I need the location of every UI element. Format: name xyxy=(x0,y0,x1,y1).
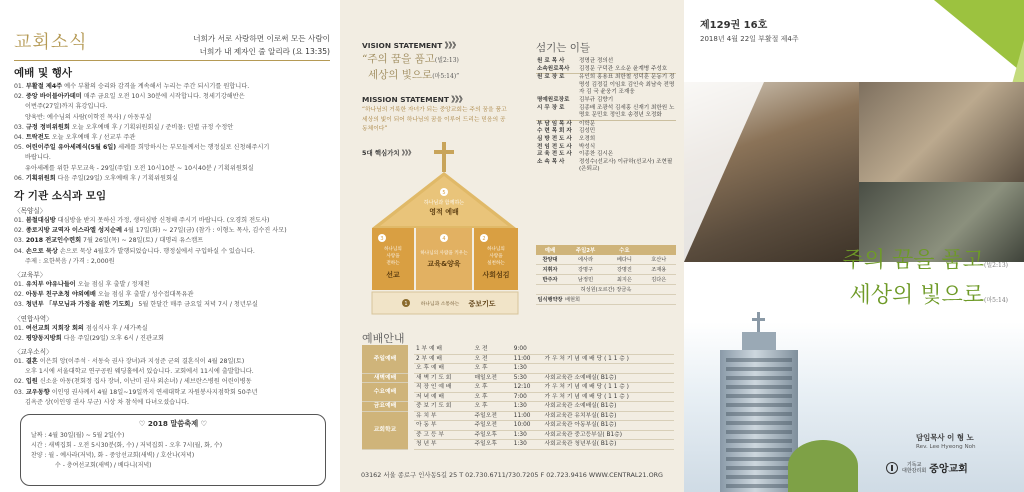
item-text: 오늘 점심 후 출발 / 성수접대목유관 xyxy=(95,291,194,299)
duty-cell: 반주자 xyxy=(536,275,564,285)
staff-row xyxy=(536,159,676,174)
worship-category: 주일예배 xyxy=(362,345,408,373)
worship-cell: 오 후 xyxy=(473,402,512,412)
item-title: 기획위원회 xyxy=(25,174,56,182)
item-title: 교우동향 xyxy=(25,388,50,396)
staff-title: 섬기는 이들 xyxy=(536,42,591,54)
item-text: 다음 주일(29일) 오후 6시 / 진관교회 xyxy=(61,334,164,342)
item-number: 02. xyxy=(14,291,24,299)
item-text: 오늘 점심 후 출발 / 정재천 xyxy=(75,281,150,289)
duty-cell: 남정민 xyxy=(564,275,607,285)
list-item-continued: 김옥준 상(이인영 권사 부군) 시상 차 참석에 다녀오셨습니다. xyxy=(25,398,190,406)
item-text: 예수 부활의 승리와 감격을 계속해서 누리는 주간 되시기를 원합니다. xyxy=(62,83,250,90)
list-item xyxy=(14,357,330,367)
cover-panel xyxy=(684,0,1024,492)
worship-cell: 주일오후 xyxy=(473,430,512,440)
staff-names: 김정문 구덕관 오소운 윤계병 주성호 xyxy=(579,65,668,72)
item-text: 이인영 권사께서 4월 18일~19일까지 연세대학교 자원봉사지점학회 50주년 xyxy=(49,388,258,396)
mission-text: “하나님의 거룩한 자녀가 되는 중앙교회는 주의 꿈을 품고 세상의 빛이 되어 하나님의 꿈을 이루어 드리는 믿음의 공동체이다” xyxy=(362,107,507,132)
worship-cell: 1 부 예 배 xyxy=(414,345,473,354)
church-title: 중앙교회 xyxy=(929,464,968,475)
item-text: 7월 26일(목) ~ 28일(토) / 대명리 유스캠프 xyxy=(81,237,204,245)
news-header xyxy=(14,6,330,56)
item-text: 점심식사 후 / 새가족실 xyxy=(83,324,148,332)
staff-role: 원 로 장 로 xyxy=(536,74,578,97)
photo-choir xyxy=(859,82,1024,182)
duty-header: 주일2부 xyxy=(564,245,607,255)
list-item xyxy=(14,290,330,300)
value-sub: 하나님의 xyxy=(384,247,402,252)
list-item xyxy=(14,216,330,226)
value-number: 4 xyxy=(442,236,446,242)
worship-cell: 오 후 xyxy=(473,392,512,402)
worship-cell: 새 벽 기 도 회 xyxy=(414,373,473,383)
denomination-line: 기독교 xyxy=(906,461,922,468)
item-title: 규정 정비위원회 xyxy=(25,123,70,131)
item-number: 02. xyxy=(14,334,24,342)
worship-cell: 사회교육관 소예배실( B1층) xyxy=(543,402,674,412)
list-item xyxy=(14,388,330,398)
value-sub: 하나님과 함께하는 xyxy=(423,200,465,206)
duty-header: 수요 xyxy=(607,245,641,255)
congregation-photo-collage xyxy=(684,82,1024,262)
vision-ref: (마5:14)” xyxy=(432,73,460,80)
denomination xyxy=(902,462,926,474)
festival-title: ♡ 2018 말씀축제 ♡ xyxy=(138,419,208,428)
worship-cell: 중 고 등 부 xyxy=(414,430,473,440)
worship-cell: 1:30 xyxy=(512,364,543,374)
list-item xyxy=(14,123,330,133)
item-text: 5월 한달간 매주 금요일 저녁 7시 / 청년부실 xyxy=(136,301,258,309)
news-title: 교회소식 xyxy=(14,32,88,53)
item-title: 트락전도 xyxy=(25,134,50,142)
list-item xyxy=(14,236,330,246)
staff-names: 이학문 xyxy=(578,120,676,128)
list-item xyxy=(14,324,330,334)
duty-cell: 임식행약장 xyxy=(536,295,564,305)
item-title: 봄철대심방 xyxy=(25,217,56,225)
duty-cell: 호산나 xyxy=(642,255,676,265)
verse-line: 너희가 서로 사랑하면 이로써 모든 사람이 xyxy=(193,34,330,43)
item-title: 부활절 제4주 xyxy=(25,83,63,90)
photo-mask xyxy=(684,82,764,262)
worship-cell: 사회교육관 소예배실( B1층) xyxy=(543,373,674,383)
staff-row xyxy=(536,128,676,136)
cover-quote xyxy=(778,246,1008,316)
worship-cell xyxy=(543,364,674,374)
worship-cell: 오 후 xyxy=(473,383,512,393)
mission-label: MISSION STATEMENT 》》》 xyxy=(362,95,467,104)
item-title: 아동부 친구초청 야외예배 xyxy=(25,291,96,299)
value-title: 사회섬김 xyxy=(482,271,510,279)
staff-role: 시 무 장 로 xyxy=(537,104,565,111)
duty-cell: 최지은 xyxy=(607,275,641,285)
item-number: 01. xyxy=(14,217,24,225)
worship-title: 예배안내 xyxy=(362,332,405,345)
staff-names: 정명균 정의선 xyxy=(579,58,614,64)
item-number: 03. xyxy=(14,388,24,396)
staff-role: 원 로 목 사 xyxy=(537,58,565,64)
worship-cell: 직 장 인 예 배 xyxy=(414,383,473,393)
duty-cell: 배현희 xyxy=(564,295,676,305)
list-item-continued: 주제 : 요한복음 / 가격 : 2,000원 xyxy=(25,257,115,265)
events-list xyxy=(14,82,330,184)
value-sub: 하나님의 사람을 키우는 xyxy=(420,251,468,256)
news-panel xyxy=(0,0,340,492)
duty-header xyxy=(642,245,676,255)
duty-row xyxy=(536,265,676,275)
value-sub: 하나님과 소통하는 xyxy=(420,302,460,307)
duty-row xyxy=(536,275,676,285)
core-values-church-diagram xyxy=(370,142,520,320)
staff-role: 심 방 전 도 사 xyxy=(537,135,572,142)
worship-cell: 중 보 기 도 회 xyxy=(414,402,473,412)
worship-cell: 저 녁 예 배 xyxy=(414,392,473,402)
item-title: 입원 xyxy=(25,378,38,386)
item-number: 01. xyxy=(14,83,24,90)
worship-cell: 사회교육관 청년부실( B1층) xyxy=(543,440,674,450)
worship-cell: 오 전 xyxy=(473,354,512,364)
divider xyxy=(14,60,330,61)
pastor-name: 담임목사 이 형 노 xyxy=(916,433,974,442)
staff-names: 김부규 김향기 xyxy=(579,96,614,103)
item-title: 손으로 묵상 xyxy=(25,247,58,255)
duty-row xyxy=(536,255,676,265)
item-text: 대심방을 받지 못하신 가정, 생터심방 신청해 주시기 바랍니다. (오경희 전도사) xyxy=(55,217,270,225)
list-item xyxy=(14,377,330,387)
item-number: 02. xyxy=(14,227,24,235)
staff-role: 소속원로목사 xyxy=(537,65,570,72)
staff-names: 김성민 xyxy=(579,128,596,135)
item-title: 2018 전교인수련회 xyxy=(25,237,82,245)
value-sub: 실천하는 xyxy=(487,261,505,266)
list-item xyxy=(14,247,330,257)
vision-panel xyxy=(340,0,684,492)
core-values-label: 5대 핵심가치 》》》 xyxy=(362,149,415,157)
staff-names: 이종찬 김시온 xyxy=(579,151,614,158)
item-text: 오늘 오후예배 후 / 선교부 주관 xyxy=(49,134,136,142)
denomination-line: 대한감리회 xyxy=(902,467,927,474)
staff-row xyxy=(536,66,676,74)
list-item-continued: 이번주(27일)까지 휴강입니다. xyxy=(25,103,108,111)
item-number: 01. xyxy=(14,324,24,332)
worship-category: 새벽예배 xyxy=(362,373,408,383)
worship-cell: 1:30 xyxy=(512,402,543,412)
worship-cell: 오 후 예 배 xyxy=(414,364,473,374)
worship-cell: 9:00 xyxy=(512,345,543,354)
worship-cell: 유 치 부 xyxy=(414,411,473,421)
list-item xyxy=(14,174,330,184)
list-item-continued: 양육반: 예수님의 사람(이학진 목사) / 아동부실 xyxy=(25,113,152,121)
worship-cell: 11:00 xyxy=(512,354,543,364)
staff-role: 교 육 전 도 사 xyxy=(537,151,572,158)
duty-cell: 강명구 xyxy=(564,265,607,275)
worship-row xyxy=(362,383,674,393)
worship-row xyxy=(362,373,674,383)
value-number: 2 xyxy=(482,236,486,242)
news-verse xyxy=(193,32,330,58)
staff-role: 수 련 목 회 자 xyxy=(537,128,572,135)
staff-row xyxy=(536,151,676,159)
staff-row xyxy=(536,144,676,152)
value-number: 5 xyxy=(442,190,446,196)
staff-row xyxy=(536,74,676,97)
value-title: 중보기도 xyxy=(468,300,496,308)
duty-header-row xyxy=(536,245,676,255)
vision-line: “주의 꿈을 품고 xyxy=(362,53,435,65)
pastor-name-en: Rev. Lee Hyeong Noh xyxy=(916,444,976,450)
item-number: 04. xyxy=(14,247,24,255)
cross-icon xyxy=(442,142,446,172)
staff-row xyxy=(536,105,676,121)
festival-box xyxy=(20,414,326,486)
vision-quote xyxy=(362,52,459,84)
list-item-continued: 바랍니다. xyxy=(25,154,51,162)
list-item xyxy=(14,334,330,344)
value-sub: 사랑을 xyxy=(386,254,400,259)
worship-row xyxy=(362,345,674,354)
list-item xyxy=(14,226,330,236)
item-title: 청년부 「부모님과 가정을 위한 기도회」 xyxy=(25,301,137,309)
duty-row xyxy=(536,295,676,305)
church-logo-icon xyxy=(886,462,898,474)
worship-cell: 주일오후 xyxy=(473,440,512,450)
building-top xyxy=(742,332,776,352)
value-title: 선교 xyxy=(386,271,400,279)
worship-cell: 10:00 xyxy=(512,421,543,431)
vision-ref: (빌2:13) xyxy=(434,57,459,64)
church-building xyxy=(720,350,798,492)
quote-ref: (빌2:13) xyxy=(984,262,1008,269)
staff-names: 박성식 xyxy=(579,143,596,150)
footer-address: 03162 서울 종로구 인사동5길 25 T 02.730.6711/730.7205 F 02.723.9416 WWW.CENTRAL21.ORG xyxy=(360,471,664,479)
value-sub: 사랑을 xyxy=(489,254,503,259)
worship-row xyxy=(362,411,674,421)
worship-cell: 2 부 예 배 xyxy=(414,354,473,364)
worship-cell: 사회교육관 아동부실( B1층) xyxy=(543,421,674,431)
item-title: 어린이주일 유아세례식(5월 6일) xyxy=(25,144,117,152)
worship-cell: 사회교육관 유치부실( B1층) xyxy=(543,411,674,421)
list-item xyxy=(14,133,330,143)
worship-cell: 매일오전 xyxy=(473,373,512,383)
list-item xyxy=(14,92,330,102)
item-number: 05. xyxy=(14,144,24,152)
list-item-continued: 유아세례를 위한 부모교육 - 29일(주일) 오전 10시10분 ~ 10시40분 / 기획위원회실 xyxy=(25,164,254,172)
worship-row xyxy=(362,402,674,412)
worship-category: 교회학교 xyxy=(362,411,408,449)
item-text: 오늘 오후예배 후 / 기획위원회실 / 준비물: 틴별 규정 수정안 xyxy=(69,123,234,131)
worship-cell: 1:30 xyxy=(512,440,543,450)
staff-role: 소 속 목 사 xyxy=(537,158,565,165)
staff-row xyxy=(536,136,676,144)
duty-cell: 에사라 xyxy=(564,255,607,265)
worship-cell: 12:10 xyxy=(512,383,543,393)
vision-line: 세상의 빛으로 xyxy=(368,69,433,81)
list-item xyxy=(14,143,330,153)
item-number: 03. xyxy=(14,237,24,245)
festival-line: 시간 : 새벽집회 - 오전 5시30분(화, 수) / 저녁집회 - 오후 7시(월, 화, 수) xyxy=(31,442,223,449)
staff-role: 전 임 전 도 사 xyxy=(537,143,572,150)
tree xyxy=(788,440,858,492)
item-title: 평양동지방회 xyxy=(25,334,62,342)
item-number: 03. xyxy=(14,123,24,131)
group-heading: 〈교육부〉 xyxy=(14,271,47,280)
worship-category: 금요예배 xyxy=(362,402,408,412)
worship-cell: 사회교육관 중고등부실( B1층) xyxy=(543,430,674,440)
duty-extra: 허성원(오르간) 장금옥 xyxy=(536,285,676,295)
issue-number: 제129권 16호 xyxy=(700,20,768,31)
festival-line: 날짜 : 4월 30일(월) ~ 5월 2일(수) xyxy=(31,432,125,439)
item-number: 04. xyxy=(14,134,24,142)
duty-header: 예배 xyxy=(536,245,564,255)
staff-row xyxy=(536,58,676,66)
item-text: 신소윤 아동(천회정 집사 장녀, 이난미 권사 외손녀) / 세브란스병원 어린이병동 xyxy=(37,378,252,386)
worship-cell xyxy=(543,345,674,354)
worship-cell: 7:00 xyxy=(512,392,543,402)
vision-label: VISION STATEMENT 》》》 xyxy=(362,41,460,50)
list-item xyxy=(14,300,330,310)
item-text: 이은희 앙(이주석 · 서동숙 권사 장녀)과 지성준 군의 결혼식이 4월 28일(토) xyxy=(37,358,245,366)
verse-line: 너희가 내 제자인 줄 알리라 (요 13:35) xyxy=(199,47,330,56)
worship-cell: 가 우 처 기 념 예 배 당 ( 1 1 층 ) xyxy=(543,383,674,393)
item-title: 종로지방 교역자 이스라엘 성지순례 xyxy=(25,227,122,235)
worship-cell: 아 동 부 xyxy=(414,421,473,431)
quote-ref: (마5:14) xyxy=(984,297,1008,304)
item-number: 02. xyxy=(14,378,24,386)
item-number: 01. xyxy=(14,281,24,289)
item-text: 4월 17일(화) ~ 27일(금) (참가 : 이형노 목사, 김수진 사모) xyxy=(121,227,287,235)
duty-cell: 김다은 xyxy=(642,275,676,285)
value-sub: 전하는 xyxy=(386,261,400,266)
worship-cell: 청 년 부 xyxy=(414,440,473,450)
item-number: 06. xyxy=(14,174,24,182)
item-number: 01. xyxy=(14,358,24,366)
worship-category: 수요예배 xyxy=(362,383,408,402)
item-number: 03. xyxy=(14,301,24,309)
festival-line: 수 - 충여선교회(새벽) / 베다니(저녁) xyxy=(55,462,152,469)
duty-cell: 베다니 xyxy=(607,255,641,265)
quote-line: 세상의 빛으로 xyxy=(849,283,985,308)
item-text: 다음 주일(29일) 오후예배 후 / 기획위원회실 xyxy=(55,174,178,182)
staff-role: 부 담 임 목 사 xyxy=(536,120,578,128)
item-title: 유치부 야유나들이 xyxy=(25,281,76,289)
worship-cell: 11:00 xyxy=(512,411,543,421)
worship-cell: 1:30 xyxy=(512,430,543,440)
worship-cell: 오 전 xyxy=(473,345,512,354)
worship-cell: 가 우 처 기 념 예 배 당 ( 1 1 층 ) xyxy=(543,354,674,364)
item-text: 매주 금요일 오전 10시 30분에 시작합니다. 청세기강해반은 xyxy=(81,93,245,101)
list-item xyxy=(14,82,330,92)
staff-names: 유인희 홍용표 최한철 성덕훈 문동기 정명성 김정길 이임호 김인숙 최남숙 전명자 김 국 윤웅기 조재웅 xyxy=(579,74,675,96)
festival-line: 찬양 : 월 - 예사라(저녁), 화 - 중앙선교회(새벽) / 호산나(저녁) xyxy=(31,452,195,459)
value-sub: 하나님의 xyxy=(487,247,505,252)
item-text: 손으로 묵상 4월호가 발행되었습니다. 행정실에서 구입하실 수 있습니다. xyxy=(57,247,255,255)
church-name xyxy=(886,460,968,475)
section-heading: 각 기관 소식과 모임 xyxy=(14,190,107,203)
item-number: 02. xyxy=(14,93,24,101)
cross-icon xyxy=(757,312,760,334)
staff-names: 김종배 조광석 김세홍 신재기 최한원 노명호 문민호 정인호 송경년 오정화 xyxy=(579,104,675,119)
value-number: 1 xyxy=(404,301,408,307)
groups-list xyxy=(14,205,330,408)
quote-line: 주의 꿈을 품고 xyxy=(842,248,985,273)
group-heading: 〈연합사역〉 xyxy=(14,314,53,323)
value-title: 교육&양육 xyxy=(427,260,461,268)
duty-cell: 찬양대 xyxy=(536,255,564,265)
list-item-continued: 오후 1시에 서울대학교 연구공원 웨딩홀에서 있습니다. 교회에서 11시에 출발합니다. xyxy=(25,368,254,376)
item-title: 중앙 바이블아카데미 xyxy=(25,93,82,101)
worship-cell: 5:30 xyxy=(512,373,543,383)
duty-cell: 조재용 xyxy=(642,265,676,275)
group-heading: 〈목양실〉 xyxy=(14,207,47,216)
worship-table xyxy=(362,345,674,450)
staff-row xyxy=(536,97,676,105)
staff-role: 명예원로장로 xyxy=(537,96,570,103)
staff-names: 오경희 xyxy=(579,135,596,142)
item-text: 세례를 희망하시는 부모들께서는 행정실로 신청해주시기 xyxy=(116,144,270,152)
staff-names: 정성수(선교사) 이규하(선교사) 조현필(은퇴교) xyxy=(579,158,673,173)
item-title: 결혼 xyxy=(25,358,38,366)
worship-cell: 가 우 처 기 념 예 배 당 ( 1 1 층 ) xyxy=(543,392,674,402)
value-number: 3 xyxy=(380,236,384,242)
section-heading: 예배 및 행사 xyxy=(14,67,73,79)
list-item xyxy=(14,280,330,290)
issue-date: 2018년 4월 22일 부활절 제4주 xyxy=(700,35,799,43)
duty-cell: 지휘자 xyxy=(536,265,564,275)
duty-table xyxy=(536,245,676,305)
group-heading: 〈교우소식〉 xyxy=(14,348,53,357)
worship-cell: 주일오전 xyxy=(473,421,512,431)
duty-cell: 강명진 xyxy=(607,265,641,275)
worship-cell: 주일오전 xyxy=(473,411,512,421)
worship-cell: 오 후 xyxy=(473,364,512,374)
duty-row xyxy=(536,285,676,295)
value-title: 영적 예배 xyxy=(429,208,459,216)
staff-table xyxy=(536,58,676,174)
item-title: 여선교회 지회장 회의 xyxy=(25,324,84,332)
